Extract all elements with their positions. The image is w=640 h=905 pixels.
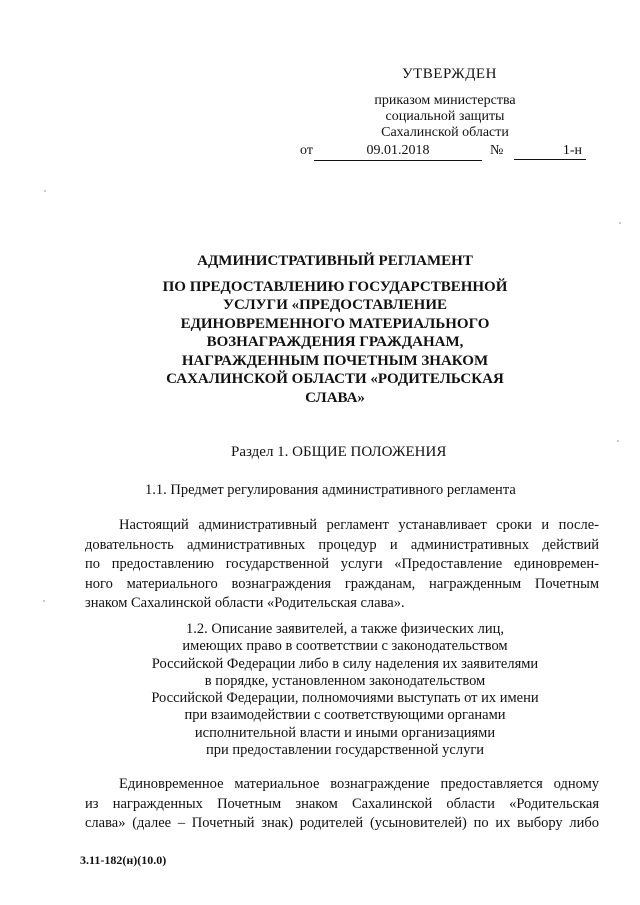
paragraph-2 — [85, 775, 599, 834]
paragraph-line: ного материального вознаграждения гражданам, награжденным Почетным — [85, 575, 599, 592]
document-title-line: УСЛУГИ «ПРЕДОСТАВЛЕНИЕ — [223, 297, 447, 313]
scan-speck — [617, 440, 619, 442]
document-title-line: АДМИНИСТРАТИВНЫЙ РЕГЛАМЕНТ — [197, 253, 473, 269]
paragraph-line: Единовременное материальное вознаграждение предоставляется одному — [119, 776, 599, 792]
subsection-1-2-line: исполнительной власти и иными организациями — [194, 724, 496, 741]
subsection-1-2-heading — [100, 621, 590, 759]
section-heading: Раздел 1. ОБЩИЕ ПОЛОЖЕНИЯ — [231, 444, 447, 460]
document-title-line: ВОЗНАГРАЖДЕНИЯ ГРАЖДАНАМ, — [206, 334, 464, 350]
document-title-line: СЛАВА» — [305, 389, 365, 406]
scan-speck — [44, 190, 46, 192]
scan-speck — [619, 222, 621, 224]
approval-line-2: социальной защиты — [385, 109, 505, 124]
paragraph-1 — [85, 516, 599, 614]
subsection-1-2-line: при предоставлении государственной услуги — [205, 742, 485, 759]
order-number-label: № — [490, 143, 504, 158]
document-title-line: ЕДИНОВРЕМЕННОГО МАТЕРИАЛЬНОГО — [180, 315, 490, 332]
subsection-1-2-line: Российской Федерации либо в силу наделения их заявителями — [151, 655, 539, 672]
approval-title: УТВЕРЖДЕН — [402, 66, 497, 82]
approval-line-3: Сахалинской области — [381, 125, 509, 140]
subsection-1-1-heading: 1.1. Предмет регулирования административного регламента — [145, 482, 516, 498]
paragraph-line: довательность административных процедур и административных действий — [85, 536, 599, 553]
approval-line-1: приказом министерства — [374, 93, 516, 108]
order-number: 1-н — [514, 143, 586, 160]
order-date: 09.01.2018 — [314, 143, 482, 161]
subsection-1-2-line: 1.2. Описание заявителей, а также физических лиц, — [185, 621, 505, 637]
subsection-1-2-line: имеющих право в соответствии с законодательством — [182, 638, 508, 655]
document-title-line: САХАЛИНСКОЙ ОБЛАСТИ «РОДИТЕЛЬСКАЯ — [166, 371, 504, 387]
paragraph-line: по предоставлению государственной услуги «Предоставление единовремен- — [85, 556, 599, 573]
document-title-line: НАГРАЖДЕННЫМ ПОЧЕТНЫМ ЗНАКОМ — [181, 352, 489, 369]
form-code: 3.11-182(н)(10.0) — [80, 853, 167, 867]
scan-speck — [43, 600, 45, 602]
paragraph-line: Настоящий административный регламент устанавливает сроки и после- — [119, 517, 599, 533]
paragraph-line: из награжденных Почетным знаком Сахалинской области «Родительская — [85, 795, 599, 812]
subsection-1-2-line: Российской Федерации, полномочиями выступать от их имени — [151, 690, 539, 707]
subsection-1-2-line: в порядке, установленном законодательством — [204, 672, 486, 689]
document-title — [140, 252, 530, 407]
paragraph-line: знаком Сахалинской области «Родительская слава». — [85, 595, 405, 612]
subsection-1-2-line: при взаимодействии с соответствующими органами — [184, 707, 506, 724]
paragraph-line: слава» (далее – Почетный знак) родителей (усыновителей) по их выбору либо — [85, 815, 599, 832]
order-from-label: от — [300, 143, 313, 158]
document-title-line: ПО ПРЕДОСТАВЛЕНИЮ ГОСУДАРСТВЕННОЙ — [162, 278, 508, 295]
